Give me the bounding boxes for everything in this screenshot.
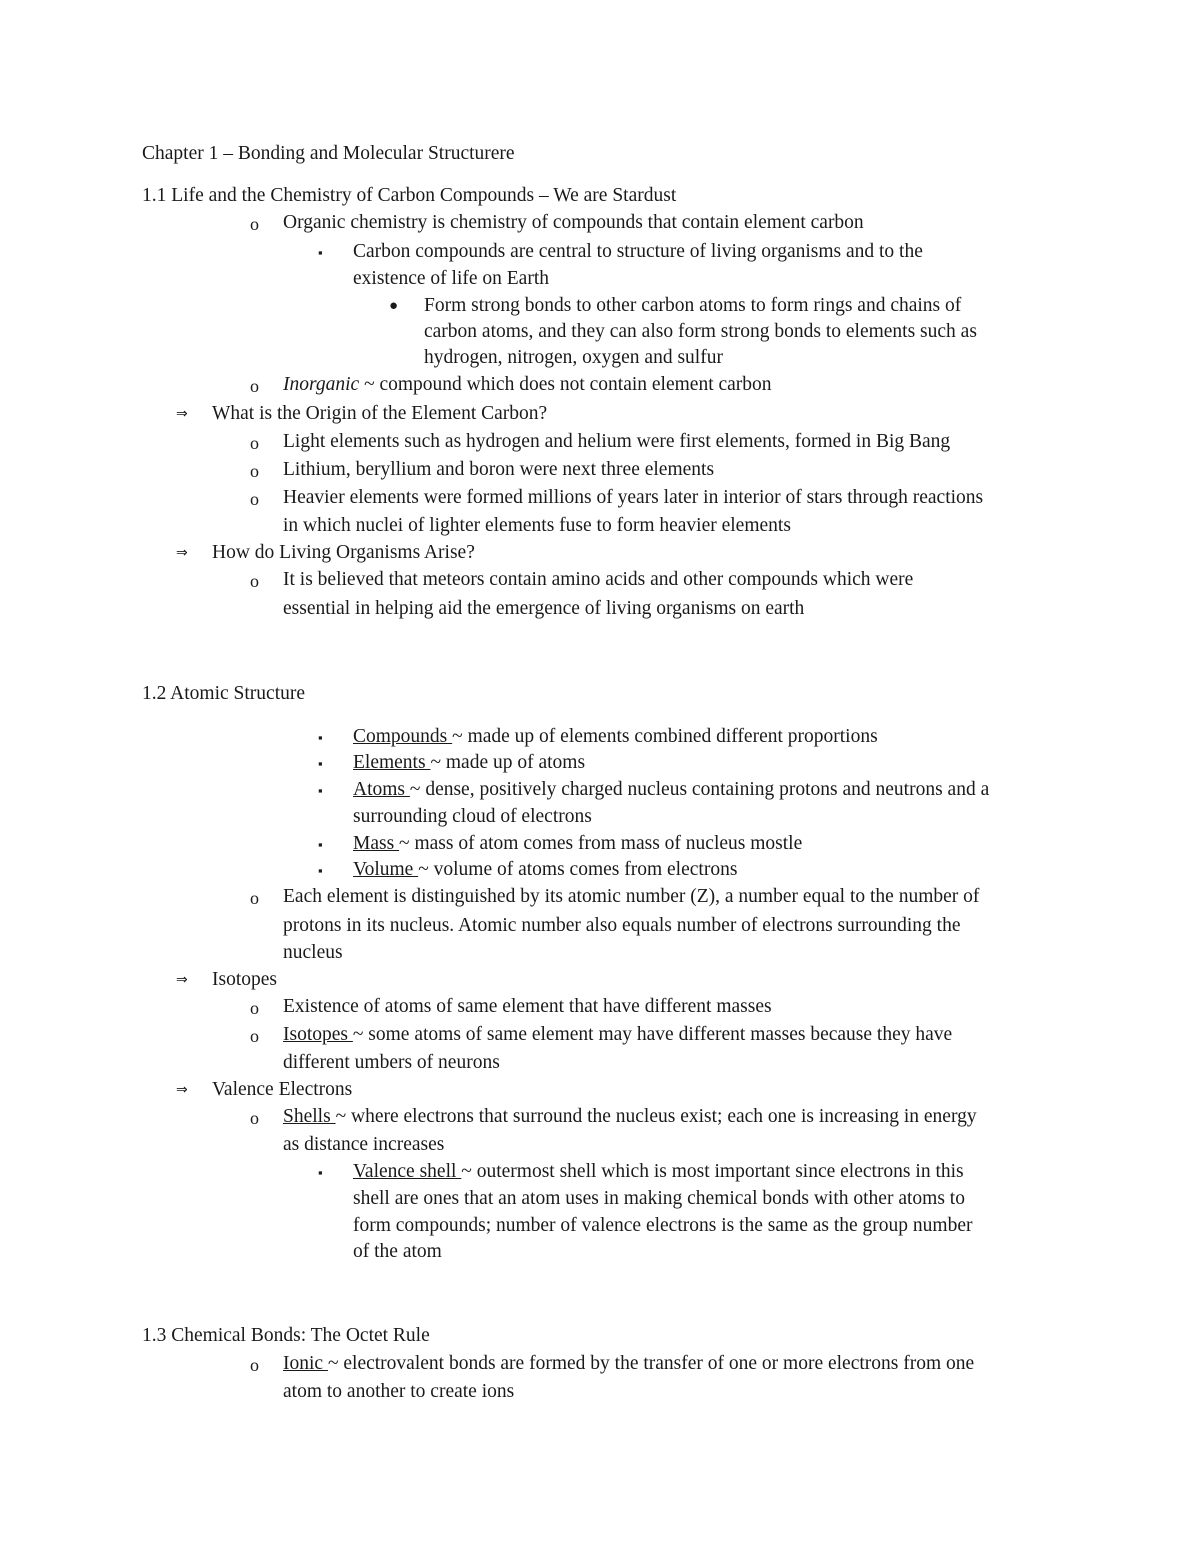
arrow-bullet-icon: ⇒: [176, 1082, 188, 1098]
circle-bullet-icon: o: [250, 214, 259, 234]
question-heading: What is the Origin of the Element Carbon?: [212, 403, 548, 424]
list-item: [353, 751, 585, 775]
list-item-continued: surrounding cloud of electrons: [353, 806, 592, 827]
list-item: Form strong bonds to other carbon atoms to form rings and chains of: [424, 295, 962, 316]
list-item: [283, 1023, 952, 1047]
list-item-continued: form compounds; number of valence electrons is the same as the group number: [353, 1215, 973, 1236]
list-item: Existence of atoms of same element that have different masses: [283, 996, 772, 1017]
circle-bullet-icon: o: [250, 461, 259, 481]
list-item: Heavier elements were formed millions of years later in interior of stars through reactions: [283, 487, 984, 508]
term-ionic: Ionic: [283, 1353, 328, 1374]
term-inorganic: Inorganic: [283, 374, 360, 395]
chapter-title: Chapter 1 – Bonding and Molecular Structurere: [142, 143, 515, 164]
list-item-continued: shell are ones that an atom uses in making chemical bonds with other atoms to: [353, 1188, 965, 1209]
list-item: Organic chemistry is chemistry of compounds that contain element carbon: [283, 212, 864, 233]
square-bullet-icon: ▪: [318, 245, 323, 260]
term-valence-shell: Valence shell: [353, 1161, 462, 1182]
term-atoms: Atoms: [353, 779, 410, 800]
definition-text: ~ mass of atom comes from mass of nucleus mostle: [399, 833, 803, 854]
topic-heading: Valence Electrons: [212, 1079, 353, 1100]
square-bullet-icon: ▪: [318, 730, 323, 745]
definition-text: ~ volume of atoms comes from electrons: [418, 859, 738, 880]
term-shells: Shells: [283, 1106, 336, 1127]
list-item: [353, 858, 737, 882]
definition-text: ~ some atoms of same element may have different masses because they have: [352, 1024, 953, 1045]
list-item: It is believed that meteors contain amino acids and other compounds which were: [283, 569, 914, 590]
topic-heading: Isotopes: [212, 969, 277, 990]
question-heading: How do Living Organisms Arise?: [212, 542, 475, 563]
list-item: Lithium, beryllium and boron were next three elements: [283, 459, 715, 480]
list-item: Each element is distinguished by its atomic number (Z), a number equal to the number of: [283, 886, 980, 907]
circle-bullet-icon: o: [250, 376, 259, 396]
circle-bullet-icon: o: [250, 888, 259, 908]
square-bullet-icon: ▪: [318, 863, 323, 878]
list-item: [283, 1352, 974, 1376]
list-item-continued: in which nuclei of lighter elements fuse to form heavier elements: [283, 515, 791, 536]
list-item-continued: different umbers of neurons: [283, 1052, 500, 1073]
definition-text: ~ made up of atoms: [430, 752, 586, 773]
list-item: [283, 373, 772, 397]
round-bullet-icon: ●: [389, 298, 399, 314]
list-item: [283, 1105, 977, 1129]
circle-bullet-icon: o: [250, 998, 259, 1018]
term-elements: Elements: [353, 752, 431, 773]
definition-text: ~ outermost shell which is most important since electrons in this: [461, 1161, 964, 1182]
definition-text: ~ dense, positively charged nucleus containing protons and neutrons and a: [409, 779, 990, 800]
arrow-bullet-icon: ⇒: [176, 406, 188, 422]
arrow-bullet-icon: ⇒: [176, 545, 188, 561]
square-bullet-icon: ▪: [318, 837, 323, 852]
arrow-bullet-icon: ⇒: [176, 972, 188, 988]
section-heading-1-2: 1.2 Atomic Structure: [142, 683, 306, 704]
term-compounds: Compounds: [353, 726, 453, 747]
list-item-continued: existence of life on Earth: [353, 268, 549, 289]
list-item-continued: of the atom: [353, 1241, 442, 1262]
definition-text: ~ electrovalent bonds are formed by the transfer of one or more electrons from one: [327, 1353, 975, 1374]
list-item: [353, 1160, 964, 1184]
list-item-continued: protons in its nucleus. Atomic number also equals number of electrons surrounding the: [283, 915, 961, 936]
list-item: [353, 778, 989, 802]
list-item: [353, 725, 878, 749]
term-mass: Mass: [353, 833, 400, 854]
list-item-continued: nucleus: [283, 942, 343, 963]
square-bullet-icon: ▪: [318, 783, 323, 798]
circle-bullet-icon: o: [250, 433, 259, 453]
circle-bullet-icon: o: [250, 1026, 259, 1046]
square-bullet-icon: ▪: [318, 756, 323, 771]
term-volume: Volume: [353, 859, 419, 880]
list-item-continued: as distance increases: [283, 1134, 445, 1155]
list-item-continued: essential in helping aid the emergence of living organisms on earth: [283, 598, 805, 619]
list-item: Light elements such as hydrogen and helium were first elements, formed in Big Bang: [283, 431, 951, 452]
list-item-continued: hydrogen, nitrogen, oxygen and sulfur: [424, 347, 723, 368]
list-item: [353, 832, 802, 856]
circle-bullet-icon: o: [250, 489, 259, 509]
circle-bullet-icon: o: [250, 1108, 259, 1128]
list-item: Carbon compounds are central to structure of living organisms and to the: [353, 241, 923, 262]
list-item-continued: carbon atoms, and they can also form strong bonds to elements such as: [424, 321, 977, 342]
circle-bullet-icon: o: [250, 1355, 259, 1375]
definition-text: ~ made up of elements combined different proportions: [452, 726, 878, 747]
list-item-continued: atom to another to create ions: [283, 1381, 515, 1402]
term-isotopes: Isotopes: [283, 1024, 353, 1045]
square-bullet-icon: ▪: [318, 1165, 323, 1180]
definition-text: ~ where electrons that surround the nucleus exist; each one is increasing in energy: [335, 1106, 977, 1127]
definition-text: ~ compound which does not contain element carbon: [359, 374, 772, 395]
section-heading-1-3: 1.3 Chemical Bonds: The Octet Rule: [142, 1325, 430, 1346]
circle-bullet-icon: o: [250, 571, 259, 591]
section-heading-1-1: 1.1 Life and the Chemistry of Carbon Compounds – We are Stardust: [142, 185, 677, 206]
